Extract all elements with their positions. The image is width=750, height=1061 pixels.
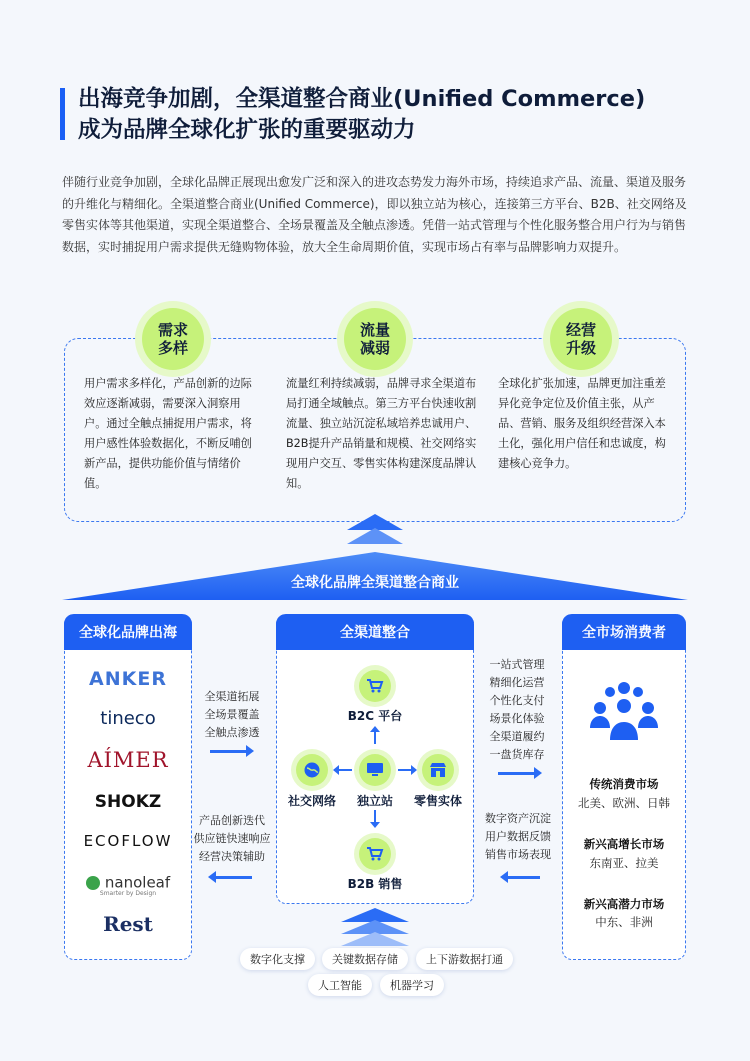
intro-paragraph: 伴随行业竞争加剧，全球化品牌正展现出愈发广泛和深入的进攻态势发力海外市场，持续追求产品、流量、渠道及服务的升维化与精细化。全渠道整合商业(Unified Commerce)，即以独立站为核心，连接第三方平台、B2B、社交网络及零售实体等其他渠道，实现全渠道整合、全场景覆盖及全触点渗透。凭借一站式管理与个性化服务整合用户行为与销售数据，实时捕捉用户需求提供无缝购物体验，放大全生命周期价值，实现市场占有率与品牌影响力双提升。: [62, 175, 687, 254]
social-node: [296, 754, 328, 786]
market-growth-title: 新兴高增长市场: [583, 837, 665, 851]
right-bottom-arrow-left: [506, 876, 540, 879]
foundation-chip-ml: 机器学习: [380, 974, 444, 996]
title-line-1: 出海竞争加剧，全渠道整合商业(Unified Commerce): [78, 86, 646, 112]
store-icon: [429, 762, 447, 778]
hub-to-b2c-arrow: [374, 730, 376, 744]
driver-text-traffic: 流量红利持续减弱，品牌寻求全渠道布局打通全域触点。第三方平台快速收割流量、独立站沉淀私域培养忠诚用户、B2B提升产品销量和规模、社交网络实现用户交互、零售实体构建深度品牌认知。: [286, 377, 477, 490]
driver-badge-operations: 经营 升级: [550, 308, 612, 370]
monitor-icon: [366, 762, 384, 778]
right-bottom-arrow-text: 数字资产沉淀 用户数据反馈 销售市场表现: [485, 812, 551, 861]
retail-node: [422, 754, 454, 786]
left-bottom-arrow-left: [214, 876, 252, 879]
brand-aimer: AÍMER: [87, 748, 169, 772]
title-accent-bar: [60, 88, 65, 140]
b2b-label: B2B 销售: [347, 877, 403, 891]
hub-to-retail-arrowhead: [411, 765, 417, 775]
hub-label: 独立站: [356, 794, 393, 808]
left-panel: [64, 614, 192, 960]
hub-to-b2b-arrowhead: [370, 822, 380, 828]
left-top-arrow-text: 全渠道拓展 全场景覆盖 全触点渗透: [204, 690, 260, 739]
market-traditional-regions: 北美、欧洲、日韩: [578, 796, 670, 810]
social-label: 社交网络: [287, 794, 336, 808]
hub-to-social-arrow: [338, 769, 352, 771]
left-panel-title: 全球化品牌出海: [64, 614, 192, 650]
foundation-chip-ai: 人工智能: [308, 974, 372, 996]
brand-shokz: SHOKZ: [94, 792, 162, 812]
brand-ecoflow: ECOFLOW: [83, 832, 173, 850]
roof-label: 全球化品牌全渠道整合商业: [291, 575, 459, 591]
market-potential-regions: 中东、非洲: [595, 915, 653, 929]
driver-text-operations: 全球化扩张加速，品牌更加注重差异化竞争定位及价值主张，从产品、营销、服务及组织经营深入本土化，强化用户信任和忠诚度，构建核心竞争力。: [498, 377, 666, 470]
market-traditional-title: 传统消费市场: [589, 777, 659, 791]
nanoleaf-tagline: Smarter by Design: [99, 889, 157, 897]
title-line-2: 成为品牌全球化扩张的重要驱动力: [78, 117, 416, 143]
b2b-node: [359, 838, 391, 870]
brand-rest: Rest: [103, 912, 153, 936]
right-panel-title: 全市场消费者: [562, 614, 686, 650]
consumers-icon: [588, 678, 660, 742]
left-top-arrow-right: [210, 750, 248, 753]
brand-tineco: tineco: [100, 708, 156, 729]
foundation-up-arrow: [341, 908, 409, 948]
drivers-up-arrow: [347, 514, 403, 554]
hub-to-retail-arrow: [398, 769, 412, 771]
cart-icon: [366, 678, 384, 694]
right-top-arrow-right: [498, 772, 536, 775]
driver-badge-demand: 需求 多样: [142, 308, 204, 370]
retail-label: 零售实体: [413, 794, 462, 808]
b2c-label: B2C 平台: [347, 709, 403, 723]
foundation-chip-storage: 关键数据存储: [322, 948, 408, 970]
globe-icon: [303, 761, 321, 779]
b2c-node: [359, 670, 391, 702]
brand-anker: ANKER: [89, 668, 167, 690]
market-potential-title: 新兴高潜力市场: [583, 897, 665, 911]
right-top-arrow-text: 一站式管理 精细化运营 个性化支付 场景化体验 全渠道履约 一盘货库存: [489, 658, 545, 761]
cart-icon: [366, 846, 384, 862]
market-growth-regions: 东南亚、拉美: [589, 856, 659, 870]
foundation-chip-digital: 数字化支撑: [240, 948, 315, 970]
foundation-chip-data: 上下游数据打通: [416, 948, 513, 970]
page-title: [78, 84, 645, 146]
hub-to-social-arrowhead: [333, 765, 339, 775]
hub-node: [359, 754, 391, 786]
hub-to-b2c-arrowhead: [370, 726, 380, 732]
driver-badge-traffic: 流量 减弱: [344, 308, 406, 370]
left-bottom-arrow-text: 产品创新迭代 供应链快速响应 经营决策辅助: [193, 814, 271, 863]
nanoleaf-logo-icon: [86, 876, 100, 890]
center-panel-title: 全渠道整合: [276, 614, 474, 650]
brand-nanoleaf: nanoleaf Smarter by Design: [64, 872, 192, 897]
driver-text-demand: 用户需求多样化，产品创新的边际效应逐渐减弱，需要深入洞察用户。通过全触点捕捉用户需求，将用户感性体验数据化，不断反哺创新产品，提供功能价值与情绪价值。: [84, 377, 252, 490]
